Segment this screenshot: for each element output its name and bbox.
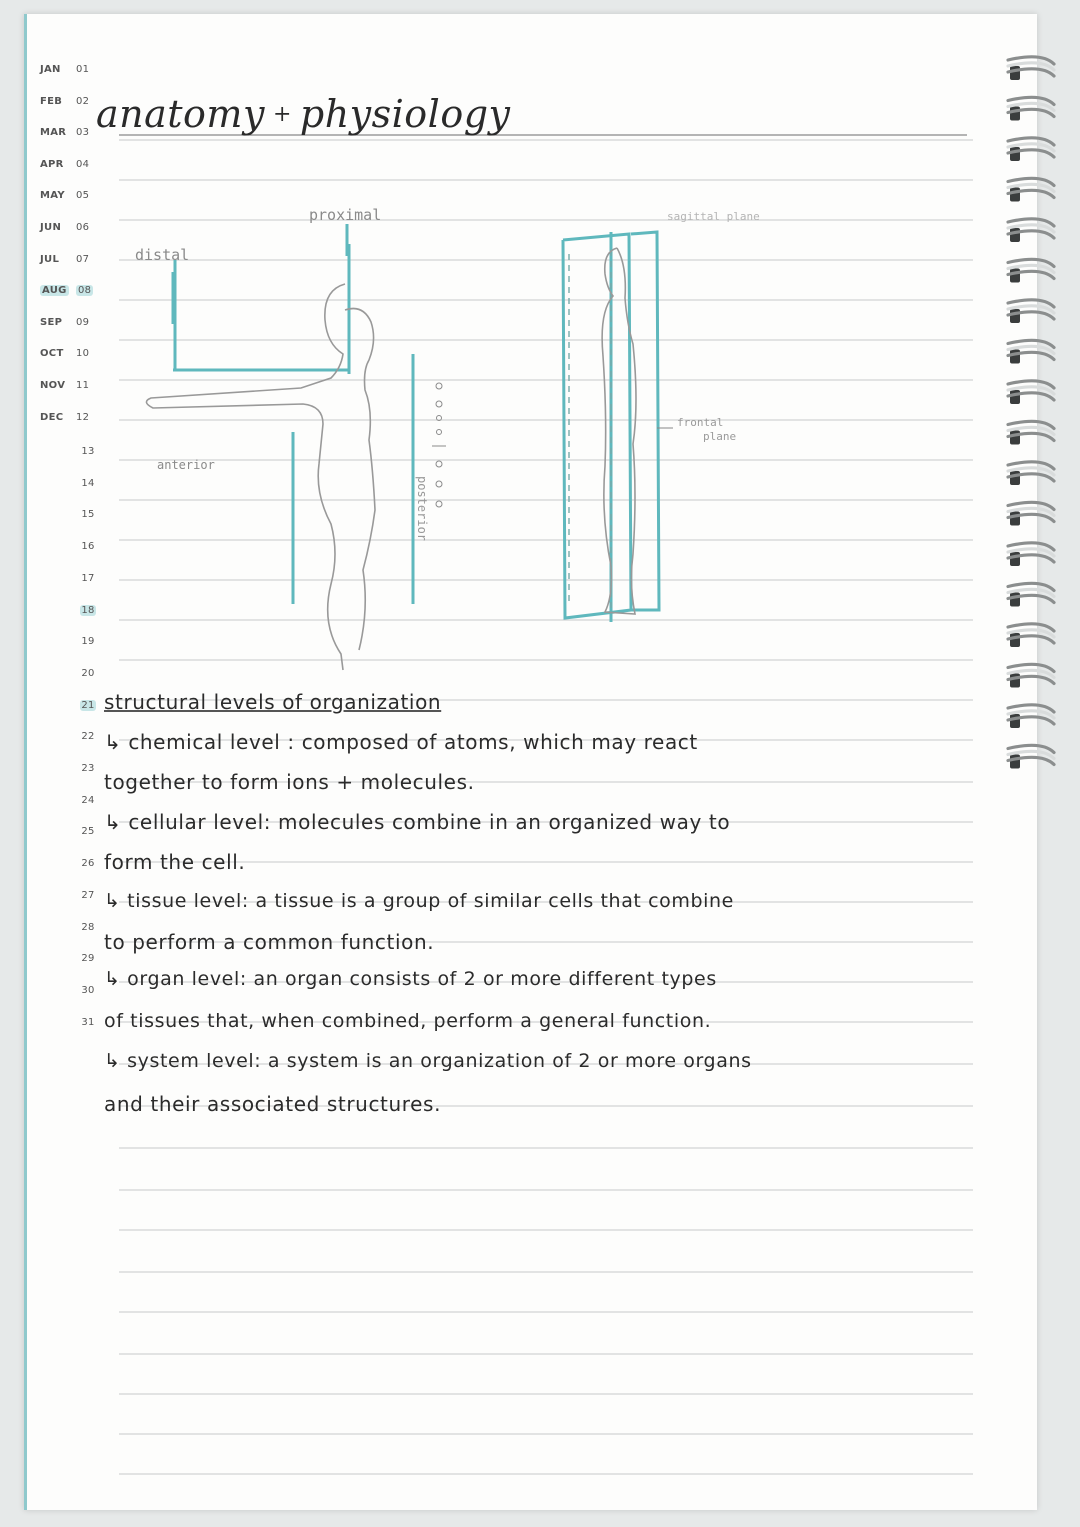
calendar-day-number: 27	[81, 889, 95, 901]
calendar-month-label: OCT	[40, 348, 64, 360]
calendar-month-label: JAN	[40, 64, 61, 75]
calendar-day-number: 23	[81, 763, 95, 774]
notes-heading: structural levels of organization	[104, 690, 442, 714]
calendar-day-number: 20	[81, 667, 95, 679]
calendar-day-number: 28	[81, 921, 95, 933]
spiral-ring	[1008, 219, 1054, 242]
spiral-ring	[1008, 340, 1054, 363]
calendar-month-label: MAY	[40, 190, 65, 202]
note-line-10: and their associated structures.	[104, 1092, 442, 1116]
calendar-day-number: 18	[81, 604, 95, 616]
calendar-day-number: 13	[81, 446, 95, 457]
spiral-ring	[1008, 745, 1054, 768]
calendar-month-number: 05	[76, 190, 90, 202]
calendar-day-number: 30	[81, 984, 95, 996]
spiral-binding	[1002, 0, 1080, 1527]
calendar-day-number: 29	[81, 953, 95, 965]
label-posterior: posterior	[415, 476, 429, 542]
note-line-6: to perform a common function.	[104, 930, 435, 954]
calendar-day-number: 19	[81, 636, 95, 648]
calendar-month-label: APR	[40, 158, 64, 170]
calendar-day-number: 22	[81, 731, 95, 743]
calendar-month-label: SEP	[40, 316, 63, 328]
title-anatomy: anatomy	[96, 92, 265, 136]
calendar-month-number: 11	[76, 380, 90, 391]
calendar-day-number: 26	[81, 858, 95, 870]
spiral-ring	[1008, 381, 1054, 404]
title-plus: +	[272, 102, 292, 127]
title-physiology: physiology	[299, 92, 511, 136]
calendar-day-number: 17	[81, 572, 95, 584]
calendar-month-number: 07	[76, 253, 90, 265]
spiral-ring	[1008, 138, 1054, 161]
calendar-day-number: 24	[81, 794, 95, 806]
spiral-ring	[1008, 543, 1054, 566]
calendar-day-number: 25	[81, 826, 95, 838]
calendar-month-number: 09	[76, 316, 90, 328]
spiral-ring	[1008, 502, 1054, 525]
note-line-4: form the cell.	[104, 850, 246, 874]
note-line-9: ↳ system level: a system is an organization of 2 or more organs	[104, 1050, 752, 1072]
calendar-day-number: 16	[81, 541, 95, 553]
calendar-month-label: DEC	[40, 411, 64, 423]
label-distal: distal	[135, 246, 190, 264]
note-line-7: ↳ organ level: an organ consists of 2 or more different types	[104, 968, 717, 990]
spiral-ring	[1008, 97, 1054, 120]
spiral-ring	[1008, 421, 1054, 444]
spiral-ring	[1008, 583, 1054, 606]
label-frontal: frontal	[677, 416, 724, 429]
spiral-ring	[1008, 259, 1054, 282]
calendar-month-label: NOV	[40, 380, 66, 391]
label-sagittal-plane: sagittal plane	[667, 210, 760, 223]
calendar-month-label: MAR	[40, 127, 67, 139]
calendar-day-number: 15	[81, 509, 95, 521]
calendar-month-number: 10	[76, 348, 90, 360]
spiral-ring	[1008, 300, 1054, 323]
calendar-month-number: 03	[76, 127, 90, 139]
note-line-1: ↳ chemical level : composed of atoms, which may react	[104, 730, 698, 754]
calendar-month-label: FEB	[40, 95, 63, 107]
label-proximal: proximal	[309, 206, 382, 224]
note-line-5: ↳ tissue level: a tissue is a group of similar cells that combine	[104, 890, 734, 912]
spiral-ring	[1008, 178, 1054, 201]
note-line-8: of tissues that, when combined, perform a general function.	[104, 1010, 712, 1032]
spiral-ring	[1008, 664, 1054, 687]
calendar-month-label: JUL	[40, 253, 60, 265]
label-frontal-plane: plane	[703, 430, 737, 443]
note-line-2: together to form ions + molecules.	[104, 770, 475, 794]
calendar-month-label: AUG	[42, 285, 67, 297]
note-line-3: ↳ cellular level: molecules combine in an organized way to	[104, 810, 731, 834]
calendar-month-number: 08	[78, 285, 92, 297]
paper-sheet	[24, 14, 1037, 1510]
calendar-month-number: 12	[76, 411, 90, 423]
calendar-month-number: 04	[76, 158, 90, 170]
calendar-month-number: 01	[76, 64, 90, 75]
spiral-ring	[1008, 462, 1054, 485]
spiral-ring	[1008, 57, 1054, 80]
label-anterior: anterior	[157, 458, 215, 472]
calendar-month-number: 02	[76, 95, 90, 107]
calendar-day-number: 31	[81, 1016, 95, 1028]
calendar-month-number: 06	[76, 222, 90, 233]
calendar-day-number: 14	[81, 477, 95, 489]
calendar-month-label: JUN	[40, 222, 62, 233]
calendar-day-number: 21	[81, 699, 95, 711]
spiral-ring	[1008, 624, 1054, 647]
page-title	[96, 92, 511, 136]
spiral-ring	[1008, 705, 1054, 728]
